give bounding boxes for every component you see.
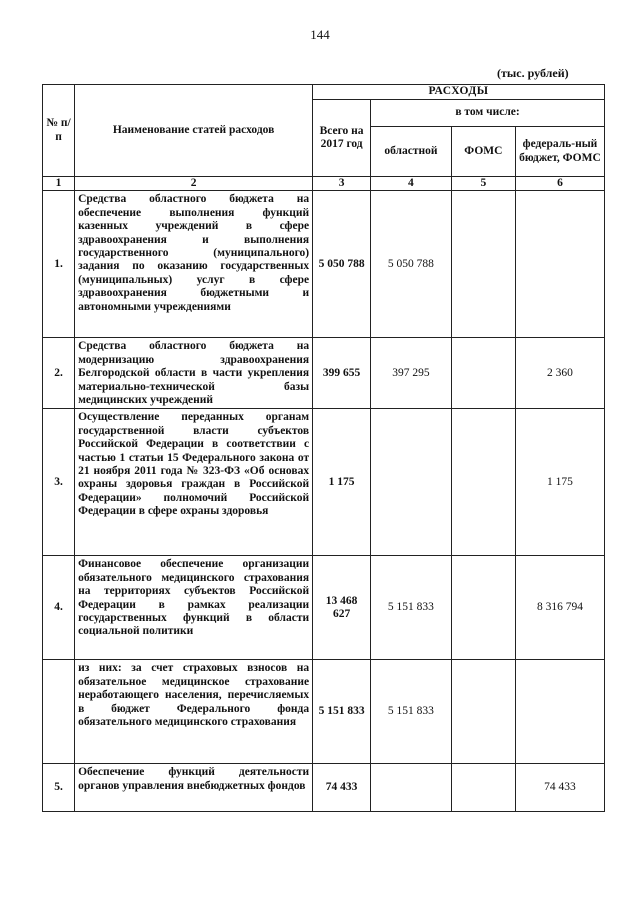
row-name: Финансовое обеспечение организации обязательного медицинского страхования на территориях субъектов Российской Федерации в рамках реализации государственных функций в области социальной политики bbox=[75, 556, 313, 660]
row-total: 5 050 788 bbox=[313, 191, 371, 338]
row-name: Обеспечение функций деятельности органов управления внебюджетных фондов bbox=[75, 764, 313, 812]
row-number: 4. bbox=[43, 556, 75, 660]
table-row bbox=[43, 660, 605, 764]
row-number: 2. bbox=[43, 338, 75, 409]
header-expenses: РАСХОДЫ bbox=[313, 85, 605, 100]
header-total: Всего на 2017 год bbox=[313, 100, 371, 177]
table-row bbox=[43, 556, 605, 660]
row-foms bbox=[451, 338, 515, 409]
row-federal: 8 316 794 bbox=[515, 556, 604, 660]
column-number: 1 bbox=[43, 177, 75, 191]
row-name: Осуществление переданных органам государственной власти субъектов Российской Федерации в соответствии с частью 1 статьи 15 Федерального закона от 21 ноября 2011 года № 323-ФЗ «Об основах охраны здоровья граждан в Российской Федерации» полномочий Российской Федерации в сфере охраны здоровья bbox=[75, 409, 313, 556]
row-number: 5. bbox=[43, 764, 75, 812]
row-foms bbox=[451, 191, 515, 338]
header-num: № п/п bbox=[43, 85, 75, 177]
row-foms bbox=[451, 764, 515, 812]
header-foms: ФОМС bbox=[451, 127, 515, 177]
column-number: 5 bbox=[451, 177, 515, 191]
header-federal: федераль-ный бюджет, ФОМС bbox=[515, 127, 604, 177]
row-regional: 5 151 833 bbox=[371, 556, 452, 660]
row-number: 1. bbox=[43, 191, 75, 338]
expenses-table bbox=[42, 84, 605, 812]
row-foms bbox=[451, 660, 515, 764]
row-total: 1 175 bbox=[313, 409, 371, 556]
row-federal bbox=[515, 191, 604, 338]
column-number: 2 bbox=[75, 177, 313, 191]
header-regional: областной bbox=[371, 127, 452, 177]
row-foms bbox=[451, 556, 515, 660]
row-federal bbox=[515, 660, 604, 764]
row-regional bbox=[371, 409, 452, 556]
row-total: 74 433 bbox=[313, 764, 371, 812]
row-foms bbox=[451, 409, 515, 556]
column-number: 3 bbox=[313, 177, 371, 191]
row-federal: 2 360 bbox=[515, 338, 604, 409]
row-number bbox=[43, 660, 75, 764]
column-number: 4 bbox=[371, 177, 452, 191]
row-total: 399 655 bbox=[313, 338, 371, 409]
row-total: 13 468 627 bbox=[313, 556, 371, 660]
row-regional: 5 050 788 bbox=[371, 191, 452, 338]
row-name: из них: за счет страховых взносов на обязательное медицинское страхование неработающего населения, перечисляемых в бюджет Федерального фонда обязательного медицинского страхования bbox=[75, 660, 313, 764]
column-numbers-row bbox=[43, 177, 605, 191]
table-row bbox=[43, 338, 605, 409]
row-regional: 5 151 833 bbox=[371, 660, 452, 764]
column-number: 6 bbox=[515, 177, 604, 191]
units-label: (тыс. рублей) bbox=[497, 66, 569, 80]
row-total: 5 151 833 bbox=[313, 660, 371, 764]
row-regional: 397 295 bbox=[371, 338, 452, 409]
row-regional bbox=[371, 764, 452, 812]
row-name: Средства областного бюджета на модернизацию здравоохранения Белгородской области в части укрепления материально-технической базы медицинских учреждений bbox=[75, 338, 313, 409]
table-row bbox=[43, 764, 605, 812]
page-number: 144 bbox=[310, 27, 330, 42]
row-federal: 1 175 bbox=[515, 409, 604, 556]
header-name: Наименование статей расходов bbox=[75, 85, 313, 177]
table-row bbox=[43, 191, 605, 338]
row-number: 3. bbox=[43, 409, 75, 556]
table-row bbox=[43, 409, 605, 556]
row-name: Средства областного бюджета на обеспечение выполнения функций казенных учреждений в сфере здравоохранения и выполнения государственного (муниципального) задания по оказанию государственных (муниципальных) услуг в сфере здравоохранения бюджетными и автономными учреждениями bbox=[75, 191, 313, 338]
header-including: в том числе: bbox=[371, 100, 605, 127]
row-federal: 74 433 bbox=[515, 764, 604, 812]
